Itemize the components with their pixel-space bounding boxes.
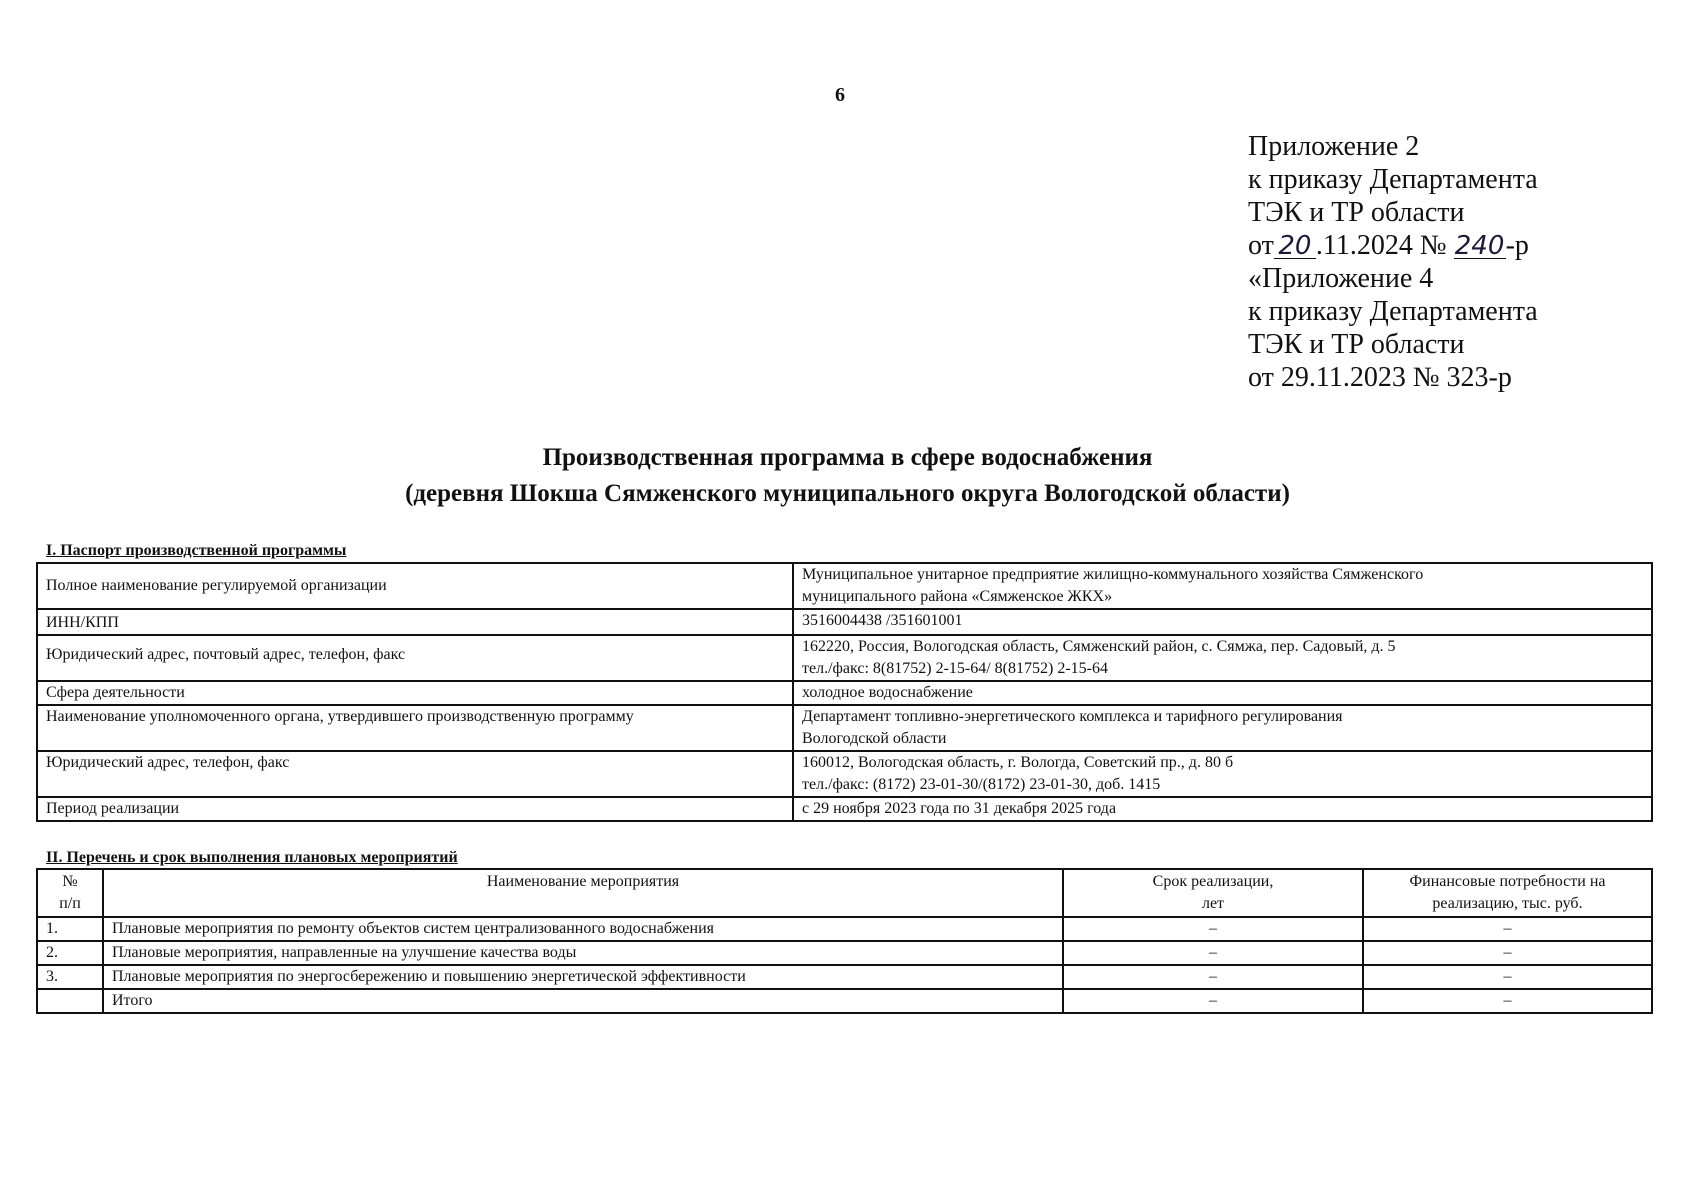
- row-finance: –: [1363, 941, 1652, 965]
- appendix-line-8: от 29.11.2023 № 323-р: [1248, 362, 1512, 393]
- passport-label: Юридический адрес, телефон, факс: [37, 751, 793, 797]
- header-line: Срок реализации,: [1152, 873, 1274, 890]
- appendix-order-date-line: [1248, 229, 1538, 262]
- table-row: [37, 941, 1652, 965]
- table-row: [37, 797, 1652, 821]
- appendix-block: [1248, 130, 1538, 394]
- passport-heading: I. Паспорт производственной программы: [46, 542, 347, 559]
- title-line-1: Производственная программа в сфере водоснабжения: [542, 444, 1153, 471]
- passport-value: [793, 563, 1652, 609]
- row-name: Итого: [103, 989, 1063, 1013]
- passport-value-line: Муниципальное унитарное предприятие жилищно-коммунального хозяйства Сямженского: [802, 566, 1424, 583]
- header-line: реализацию, тыс. руб.: [1432, 895, 1583, 912]
- passport-value-line: тел./факс: (8172) 23-01-30/(8172) 23-01-30, доб. 1415: [802, 776, 1161, 793]
- number-suffix: -р: [1505, 230, 1529, 261]
- table-row: [37, 989, 1652, 1013]
- passport-value-line: Вологодской области: [802, 730, 947, 747]
- appendix-line-3: ТЭК и ТР области: [1248, 197, 1465, 228]
- header-line: №: [62, 873, 78, 890]
- passport-value-line: 3516004438 /351601001: [802, 612, 963, 629]
- table-row: [37, 609, 1652, 635]
- row-number: 3.: [37, 965, 103, 989]
- passport-label: Полное наименование регулируемой организации: [37, 563, 793, 609]
- appendix-line-7: ТЭК и ТР области: [1248, 329, 1465, 360]
- appendix-line-5: «Приложение 4: [1248, 263, 1434, 294]
- appendix-line-2: к приказу Департамента: [1248, 164, 1538, 195]
- passport-value-line: муниципального района «Сямженское ЖКХ»: [802, 588, 1113, 605]
- passport-label: Наименование уполномоченного органа, утвердившего производственную программу: [37, 705, 793, 751]
- row-name: Плановые мероприятия, направленные на улучшение качества воды: [103, 941, 1063, 965]
- passport-label: Юридический адрес, почтовый адрес, телефон, факс: [37, 635, 793, 681]
- col-header-name: [103, 869, 1063, 917]
- col-header-finance: [1363, 869, 1652, 917]
- passport-value-line: с 29 ноября 2023 года по 31 декабря 2025 года: [802, 800, 1117, 817]
- row-finance: –: [1363, 989, 1652, 1013]
- header-line: лет: [1201, 895, 1225, 912]
- page-number: 6: [835, 84, 845, 106]
- passport-value-line: 162220, Россия, Вологодская область, Сямженский район, с. Сямжа, пер. Садовый, д. 5: [802, 638, 1396, 655]
- passport-table: [36, 562, 1653, 822]
- row-term: –: [1063, 989, 1363, 1013]
- col-header-number: [37, 869, 103, 917]
- activities-heading: II. Перечень и срок выполнения плановых мероприятий: [46, 849, 458, 866]
- table-row: [37, 635, 1652, 681]
- passport-label: ИНН/КПП: [37, 609, 793, 635]
- row-term: –: [1063, 941, 1363, 965]
- passport-value-line: 160012, Вологодская область, г. Вологда, Советский пр., д. 80 б: [802, 754, 1234, 771]
- passport-value-line: тел./факс: 8(81752) 2-15-64/ 8(81752) 2-15-64: [802, 660, 1108, 677]
- passport-value-line: холодное водоснабжение: [802, 684, 973, 701]
- title-line-2: (деревня Шокша Сямженского муниципального округа Вологодской области): [405, 480, 1290, 507]
- row-number: [37, 989, 103, 1013]
- table-header-row: [37, 869, 1652, 917]
- col-header-term: [1063, 869, 1363, 917]
- handwritten-day: 20: [1274, 234, 1316, 259]
- table-row: [37, 563, 1652, 609]
- row-number: 2.: [37, 941, 103, 965]
- table-row: [37, 681, 1652, 705]
- date-suffix: .11.2024 №: [1315, 230, 1447, 261]
- table-row: [37, 917, 1652, 941]
- document-title: [0, 440, 1695, 512]
- passport-value: [793, 797, 1652, 821]
- header-line: Наименование мероприятия: [486, 873, 680, 890]
- header-line: п/п: [59, 895, 81, 912]
- activities-table: [36, 868, 1653, 1014]
- passport-label: Сфера деятельности: [37, 681, 793, 705]
- table-row: [37, 705, 1652, 751]
- row-term: –: [1063, 917, 1363, 941]
- appendix-line-1: Приложение 2: [1248, 131, 1420, 162]
- appendix-line-6: к приказу Департамента: [1248, 296, 1538, 327]
- row-finance: –: [1363, 917, 1652, 941]
- passport-value: [793, 635, 1652, 681]
- passport-value: [793, 751, 1652, 797]
- row-name: Плановые мероприятия по энергосбережению и повышению энергетической эффективности: [103, 965, 1063, 989]
- handwritten-order-number: 240: [1454, 231, 1505, 261]
- row-name: Плановые мероприятия по ремонту объектов систем централизованного водоснабжения: [103, 917, 1063, 941]
- date-prefix: от: [1248, 230, 1274, 261]
- table-row: [37, 751, 1652, 797]
- passport-value: [793, 681, 1652, 705]
- passport-label: Период реализации: [37, 797, 793, 821]
- passport-value: [793, 609, 1652, 635]
- table-row: [37, 965, 1652, 989]
- row-term: –: [1063, 965, 1363, 989]
- header-line: Финансовые потребности на: [1409, 873, 1606, 890]
- passport-value-line: Департамент топливно-энергетического комплекса и тарифного регулирования: [802, 708, 1343, 725]
- row-number: 1.: [37, 917, 103, 941]
- row-finance: –: [1363, 965, 1652, 989]
- passport-value: [793, 705, 1652, 751]
